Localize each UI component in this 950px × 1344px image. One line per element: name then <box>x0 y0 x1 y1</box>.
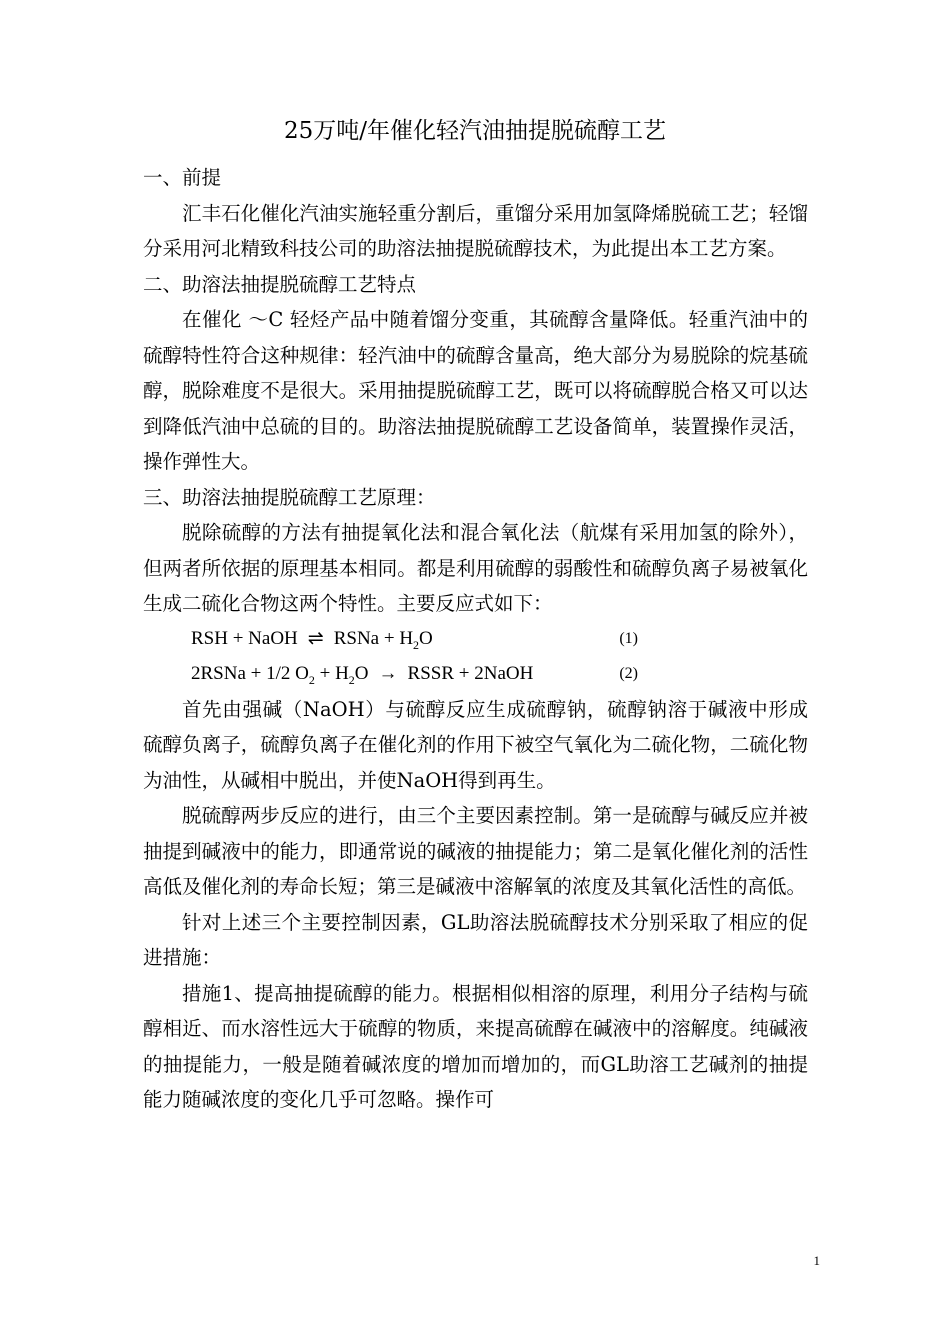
paragraph: 措施1、提高抽提硫醇的能力。根据相似相溶的原理，利用分子结构与硫醇相近、而水溶性远大于硫醇的物质，来提高硫醇在碱液中的溶解度。纯碱液的抽提能力，一般是随着碱浓度的增加而增加的，而GL助溶工艺碱剂的抽提能力随碱浓度的变化几乎可忽略。操作可 <box>143 981 808 1111</box>
paragraph: 脱硫醇两步反应的进行，由三个主要因素控制。第一是硫醇与碱反应并被抽提到碱液中的能力，即通常说的碱液的抽提能力；第二是氧化催化剂的活性高低及催化剂的寿命长短；第三是碱液中溶解氧的浓度及其氧化活性的高低。 <box>143 804 808 898</box>
document-title: 25万吨/年催化轻汽油抽提脱硫醇工艺 <box>283 118 666 144</box>
equation-reactants: RSH + NaOH <box>191 628 298 650</box>
equation-number: (2) <box>619 665 638 683</box>
document-body <box>143 160 808 1118</box>
equilibrium-arrow-icon: ⇌ <box>307 628 324 650</box>
paragraph: 首先由强碱（NaOH）与硫醇反应生成硫醇钠，硫醇钠溶于碱液中形成硫醇负离子，硫醇负离子在催化剂的作用下被空气氧化为二硫化物，二硫化物为油性，从碱相中脱出，并使NaOH得到再生。 <box>143 697 808 792</box>
section-heading-1: 一、前提 <box>143 166 222 189</box>
paragraph: 在催化 ～C 轻烃产品中随着馏分变重，其硫醇含量降低。轻重汽油中的硫醇特性符合这种规律：轻汽油中的硫醇含量高，绝大部分为易脱除的烷基硫醇，脱除难度不是很大。采用抽提脱硫醇工艺，既可以将硫醇脱合格又可以达到降低汽油中总硫的目的。助溶法抽提脱硫醇工艺设备简单，装置操作灵活，操作弹性大。 <box>143 308 808 473</box>
equation-products: RSNa + $H_2O$ <box>333 628 433 653</box>
page-number: 1 <box>813 1253 820 1268</box>
reaction-arrow-icon: → <box>378 663 398 685</box>
equation-products: RSSR + 2NaOH <box>407 663 534 685</box>
section-heading-2: 二、助溶法抽提脱硫醇工艺特点 <box>143 272 417 296</box>
paragraph: 针对上述三个主要控制因素，GL助溶法脱硫醇技术分别采取了相应的促进措施： <box>143 910 808 969</box>
equation-number: (1) <box>619 630 638 648</box>
equation-2 <box>143 657 808 692</box>
paragraph: 脱除硫醇的方法有抽提氧化法和混合氧化法（航煤有采用加氢的除外），但两者所依据的原理基本相同。都是利用硫醇的弱酸性和硫醇负离子易被氧化生成二硫化合物这两个特性。主要反应式如下： <box>143 521 808 615</box>
section-heading-3: 三、助溶法抽提脱硫醇工艺原理： <box>143 485 436 509</box>
paragraph: 汇丰石化催化汽油实施轻重分割后，重馏分采用加氢降烯脱硫工艺；轻馏分采用河北精致科技公司的助溶法抽提脱硫醇技术，为此提出本工艺方案。 <box>143 201 808 260</box>
equation-1 <box>143 622 808 657</box>
equation-reactants: 2RSNa + 1/2 $O_2 + H_2O$ <box>191 663 369 688</box>
